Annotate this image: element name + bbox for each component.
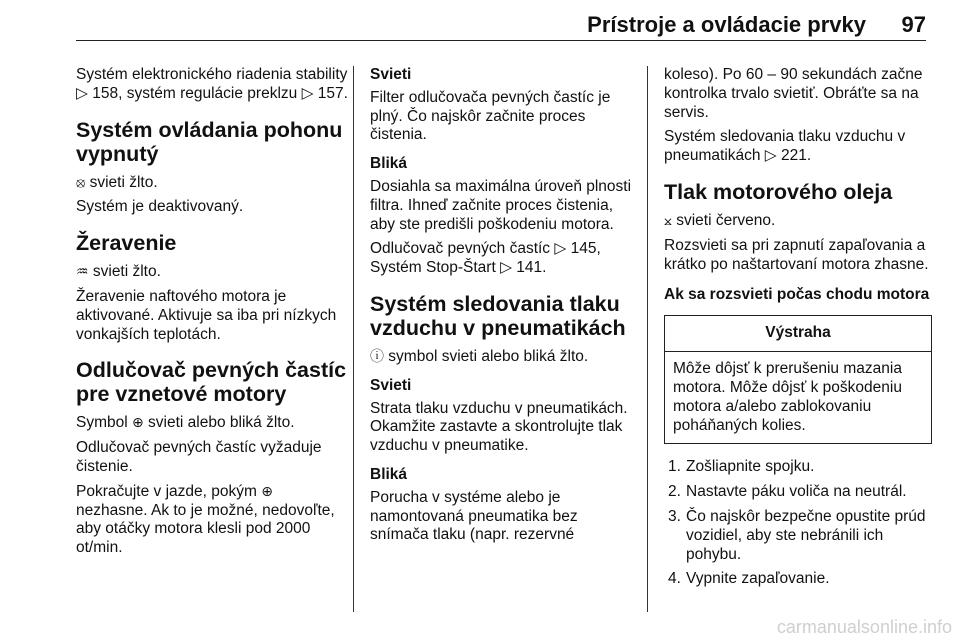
tpms-blink-text: Porucha v systéme alebo je namontovaná pneumatika bez snímača tlaku (napr. rezervné: [370, 488, 578, 544]
warning-title: Výstraha: [665, 316, 931, 352]
heading-lit: Svieti: [370, 376, 412, 394]
watermark: carmanualsonline.info: [776, 617, 952, 637]
heading-lit: Svieti: [370, 66, 412, 83]
heading-blinking: Bliká: [370, 465, 408, 483]
step-text: Nastavte páku voliča na neutrál.: [686, 483, 907, 501]
column-divider: [353, 66, 354, 612]
dpf-driving-suffix: nezhasne. Ak to je možné, nedovoľte, aby otáčky motora klesli pod 2000 ot/min.: [76, 501, 335, 557]
oil-status-text: [664, 212, 932, 231]
oil-description: Rozsvieti sa pri zapnutí zapaľovania a krátko po naštartovaní motora zhasne.: [664, 236, 929, 273]
step-text: Zošliapnite spojku.: [686, 458, 815, 476]
glow-status-text: [76, 263, 348, 282]
list-item: [664, 508, 932, 564]
column-1: [76, 66, 348, 564]
intro-paragraph: Systém elektronického riadenia stability ▷ 158, systém regulácie preklzu ▷ 157.: [76, 66, 348, 102]
oil-status-label: svieti červeno.: [671, 211, 776, 229]
list-item: [664, 570, 932, 589]
particle-filter-icon: ⊕: [132, 415, 144, 432]
heading-oil-pressure: Tlak motorového oleja: [664, 179, 893, 204]
drive-status-text: [76, 174, 348, 193]
tire-pressure-icon: ⓘ: [370, 348, 384, 365]
step-number: 2.: [668, 483, 681, 501]
reference-text: Odlučovač pevných častíc ▷ 145, Systém Stop-Štart ▷ 141.: [370, 240, 601, 277]
list-item: [664, 483, 932, 502]
lit-text: Filter odlučovača pevných častíc je plný. Čo najskôr začnite proces čistenia.: [370, 88, 611, 144]
step-number: 1.: [668, 458, 681, 476]
dpf-driving-prefix: Pokračujte v jazde, pokým: [76, 482, 262, 500]
tpms-status-text: [370, 348, 632, 367]
glow-plug-icon: ♒: [76, 264, 89, 281]
dpf-symbol-text: [76, 414, 348, 433]
page-header: [76, 10, 926, 41]
oil-can-icon: ⨲: [664, 212, 672, 229]
steps-list: [664, 458, 932, 589]
step-number: 3.: [668, 507, 681, 525]
heading-dpf: Odlučovač pevných častíc pre vznetové motory: [76, 358, 347, 407]
page-number: 97: [901, 12, 926, 37]
step-number: 4.: [668, 570, 681, 588]
step-text: Vypnite zapaľovanie.: [686, 570, 830, 588]
column-2: [370, 66, 632, 551]
heading-tpms: Systém sledovania tlaku vzduchu v pneumatikách: [370, 291, 626, 340]
section-title: Prístroje a ovládacie prvky: [587, 12, 866, 37]
column-3: [664, 66, 932, 595]
continued-text: koleso). Po 60 – 90 sekundách začne kontrolka trvalo svietiť. Obráťte sa na servis.: [664, 66, 923, 121]
tpms-status-label: symbol svieti alebo bliká žlto.: [384, 347, 589, 365]
dpf-driving-text: [76, 483, 348, 558]
blink-text: Dosiahla sa maximálna úroveň plnosti filtra. Ihneď začnite proces čistenia, aby ste predišli poškodeniu motora.: [370, 177, 632, 233]
drive-status-label: svieti žlto.: [85, 173, 158, 191]
heading-blinking: Bliká: [370, 155, 408, 173]
heading-drive-system-off: Systém ovládania pohonu vypnutý: [76, 117, 343, 166]
tpms-lit-text: Strata tlaku vzduchu v pneumatikách. Okamžite zastavte a skontrolujte tlak vzduchu v pneumatike.: [370, 399, 628, 455]
drive-deactivated-text: Systém je deaktivovaný.: [76, 198, 244, 216]
dpf-symbol-suffix: svieti alebo bliká žlto.: [143, 414, 295, 432]
warning-box: [664, 315, 932, 444]
heading-while-running: Ak sa rozsvieti počas chodu motora: [664, 286, 930, 304]
tpms-reference: Systém sledovania tlaku vzduchu v pneumatikách ▷ 221.: [664, 128, 906, 165]
dpf-cleaning-text: Odlučovač pevných častíc vyžaduje čistenie.: [76, 439, 322, 475]
particle-filter-icon: ⊕: [261, 483, 273, 500]
glow-description: Žeravenie naftového motora je aktivované. Aktivuje sa iba pri nízkych vonkajších teplotách.: [76, 287, 337, 343]
list-item: [664, 458, 932, 477]
warning-text: Môže dôjsť k prerušeniu mazania motora. Môže dôjsť k poškodeniu motora a/alebo zablokovaniu poháňaných kolies.: [673, 360, 902, 434]
glow-status-label: svieti žlto.: [88, 263, 161, 281]
heading-glow: Žeravenie: [76, 231, 177, 256]
step-text: Čo najskôr bezpečne opustite prúd vozidiel, aby ste nebránili ich pohybu.: [686, 507, 926, 563]
dpf-symbol-prefix: Symbol: [76, 414, 132, 432]
column-divider: [647, 66, 648, 612]
traction-off-icon: ⦻: [76, 174, 86, 191]
